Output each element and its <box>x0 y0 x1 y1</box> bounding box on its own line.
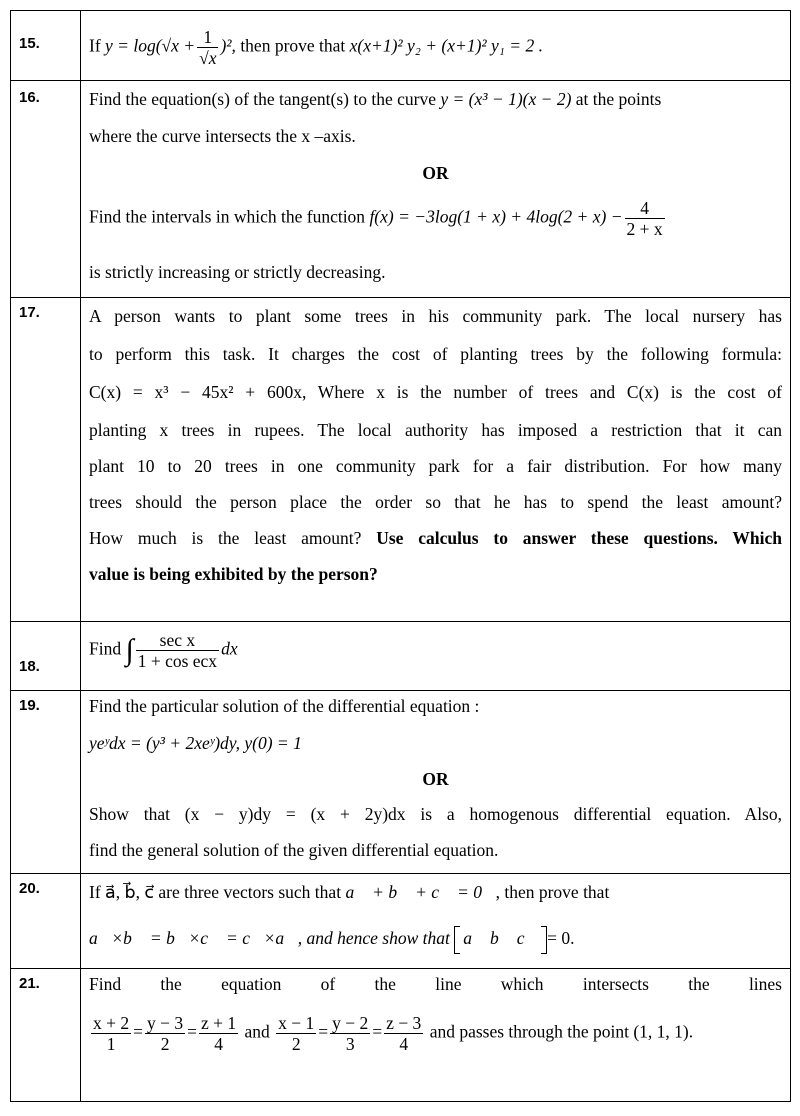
question-line <box>89 89 782 110</box>
integral-sign: ∫ <box>125 633 134 667</box>
denominator: 2 + x <box>626 219 663 240</box>
question-row-18 <box>11 622 790 691</box>
question-text <box>89 27 782 68</box>
question-row-21 <box>11 969 790 1101</box>
question-number: 16. <box>19 89 40 106</box>
denominator: 3 <box>330 1033 370 1054</box>
question-line <box>89 882 782 903</box>
numerator: y − 2 <box>332 1013 369 1033</box>
question-line <box>89 926 782 954</box>
denominator: 4 <box>199 1033 238 1054</box>
question-line: Find the particular solution of the differential equation : <box>89 696 480 716</box>
text: Find the intervals in which the function <box>89 206 366 227</box>
question-number: 20. <box>19 880 40 897</box>
equation: y = log(√x + <box>105 35 196 56</box>
question-number: 18. <box>19 658 40 675</box>
question-line <box>89 528 782 549</box>
question-number: 15. <box>19 35 40 52</box>
text: How much is the least amount? <box>89 528 377 548</box>
fraction <box>330 1013 370 1054</box>
question-number: 21. <box>19 975 40 992</box>
question-line: Show that (x − y)dy = (x + 2y)dx is a homogenous differential equation. Also, <box>89 804 782 824</box>
differential: dx <box>221 638 238 659</box>
or-separator: OR <box>422 163 449 183</box>
question-number-cell <box>11 11 81 80</box>
question-row-20 <box>11 874 790 969</box>
numerator: sec x <box>159 630 196 650</box>
text: at the points <box>575 89 662 109</box>
question-line: trees should the person place the order so that he has to spend the least amount? <box>89 492 782 512</box>
scalar-triple-product: a⃗ b⃗ c⃗ <box>463 928 539 949</box>
text: Find the equation(s) of the tangent(s) to the curve <box>89 89 436 109</box>
fraction <box>145 1013 185 1054</box>
question-content <box>81 969 790 1101</box>
text: and passes through the point (1, 1, 1). <box>429 1021 694 1042</box>
question-line: plant 10 to 20 trees in one community park for a fair distribution. For how many <box>89 456 782 476</box>
question-content <box>81 691 790 873</box>
bold-text: value is being exhibited by the person? <box>89 564 378 584</box>
question-line: planting x trees in rupees. The local authority has imposed a restriction that it can <box>89 420 782 440</box>
numerator: x + 2 <box>93 1013 130 1033</box>
equation: )², <box>220 35 236 56</box>
numerator: 4 <box>640 198 649 218</box>
numerator: x − 1 <box>278 1013 315 1033</box>
question-table <box>10 10 791 1102</box>
question-line: where the curve intersects the x –axis. <box>89 126 356 146</box>
denominator: 2 <box>276 1033 316 1054</box>
question-number-cell <box>11 691 81 873</box>
numerator: y − 3 <box>147 1013 184 1033</box>
text: and <box>244 1021 270 1042</box>
denominator: √x <box>199 48 217 69</box>
denominator: 1 + cos ecx <box>137 651 218 672</box>
numerator: z + 1 <box>201 1013 237 1033</box>
text: , then prove that <box>495 882 610 902</box>
question-content <box>81 298 790 621</box>
question-number-cell <box>11 298 81 621</box>
question-line: to perform this task. It charges the cost of planting trees by the following formula: <box>89 344 782 364</box>
question-row-19 <box>11 691 790 874</box>
text: If a⃗, b⃗, c⃗ are three vectors such that <box>89 882 346 902</box>
equation-line: yeʸdx = (y³ + 2xeʸ)dy, y(0) = 1 <box>89 733 302 753</box>
fraction <box>625 198 665 239</box>
question-row-17 <box>11 298 790 622</box>
question-line: is strictly increasing or strictly decreasing. <box>89 262 386 282</box>
fraction <box>197 27 218 68</box>
bracket-left <box>454 926 460 954</box>
question-line <box>89 198 782 239</box>
text: If <box>89 35 106 56</box>
equation: f(x) = −3log(1 + x) + 4log(2 + x) − <box>369 206 623 227</box>
equation: x(x+1)² y₂ + (x+1)² y₁ = 2 . <box>349 35 543 56</box>
fraction <box>199 1013 238 1054</box>
text: = 0. <box>547 928 575 949</box>
question-line: Find the equation of the line which intersects the lines <box>89 974 782 994</box>
denominator: 1 <box>91 1033 131 1054</box>
equation: y = (x³ − 1)(x − 2) <box>440 89 572 109</box>
denominator: 2 <box>145 1033 185 1054</box>
question-line: $\frac{x + 2}{1}$ = $\frac{y - 3}{2}$ = $\frac{z + 1}{4}$ and $\frac{x - 1}{2}$ = $\frac{y - 2}{3}$ = $\frac{z - 3}{4}$ and passes through the point (1, 1, 1). <box>93 1013 694 1055</box>
question-row-15 <box>11 11 790 81</box>
question-content <box>81 874 790 968</box>
equation: a⃗ + b⃗ + c⃗ = 0⃗ <box>345 882 496 902</box>
question-content <box>81 622 790 690</box>
question-row-16 <box>11 81 790 298</box>
question-number: 17. <box>19 304 40 321</box>
question-number-cell <box>11 81 81 297</box>
equation: a⃗×b⃗ = b⃗×c⃗ = c⃗×a⃗, and hence show that <box>89 928 455 949</box>
text: Find <box>89 638 126 659</box>
fraction <box>384 1013 423 1054</box>
or-separator: OR <box>422 769 449 789</box>
question-number-cell <box>11 622 81 690</box>
text: then prove that <box>235 35 350 56</box>
question-line: find the general solution of the given differential equation. <box>89 840 499 860</box>
question-number: 19. <box>19 697 40 714</box>
question-number-cell <box>11 874 81 968</box>
numerator: z − 3 <box>386 1013 422 1033</box>
question-content <box>81 81 790 297</box>
numerator: 1 <box>203 27 213 47</box>
bold-text: Use calculus to answer these questions. Which <box>376 528 782 548</box>
fraction <box>276 1013 316 1054</box>
question-line: C(x) = x³ − 45x² + 600x, Where x is the number of trees and C(x) is the cost of <box>89 382 782 402</box>
question-content <box>81 11 790 80</box>
fraction <box>91 1013 131 1054</box>
denominator: 4 <box>384 1033 423 1054</box>
question-line <box>89 630 782 671</box>
question-number-cell <box>11 969 81 1101</box>
question-line: A person wants to plant some trees in his community park. The local nursery has <box>89 306 782 326</box>
fraction <box>136 630 219 671</box>
